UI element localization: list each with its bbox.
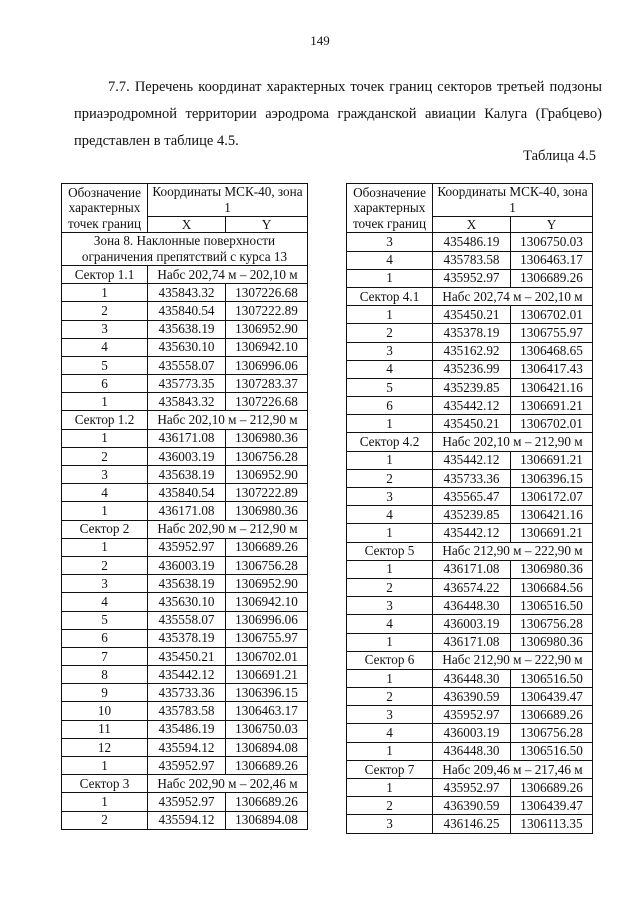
point-row — [62, 538, 308, 556]
coord-y: 1306996.06 — [226, 356, 308, 374]
coord-x: 435783.58 — [148, 702, 226, 720]
point-row — [62, 320, 308, 338]
coord-y: 1306396.15 — [226, 684, 308, 702]
point-row — [347, 597, 593, 615]
coord-x: 435843.32 — [148, 284, 226, 302]
coord-x: 435442.12 — [148, 666, 226, 684]
point-row — [62, 447, 308, 465]
header-row — [347, 184, 593, 217]
coord-y: 1306421.16 — [511, 378, 593, 396]
coord-x: 435378.19 — [433, 324, 511, 342]
table-left-body — [62, 184, 308, 830]
point-number: 2 — [347, 797, 433, 815]
point-row — [62, 647, 308, 665]
point-row — [347, 415, 593, 433]
coord-y: 1306417.43 — [511, 360, 593, 378]
point-number: 1 — [62, 538, 148, 556]
point-number: 1 — [62, 284, 148, 302]
header-row — [62, 184, 308, 217]
header-x: X — [148, 216, 226, 233]
coord-y: 1306689.26 — [226, 757, 308, 775]
point-row — [347, 269, 593, 287]
coord-x: 436003.19 — [433, 615, 511, 633]
point-row — [62, 702, 308, 720]
point-number: 1 — [347, 560, 433, 578]
point-row — [62, 757, 308, 775]
point-row — [62, 338, 308, 356]
point-row — [62, 593, 308, 611]
zone-row — [62, 233, 308, 266]
sector-row — [62, 520, 308, 538]
coord-x: 435638.19 — [148, 320, 226, 338]
coord-y: 1306755.97 — [226, 629, 308, 647]
point-row — [347, 815, 593, 833]
point-number: 6 — [62, 375, 148, 393]
header-points: Обозначение характерных точек границ — [347, 184, 433, 233]
point-row — [347, 669, 593, 687]
coord-y: 1306756.28 — [226, 556, 308, 574]
sector-range: Набс 212,90 м – 222,90 м — [433, 542, 593, 560]
coord-x: 435594.12 — [148, 811, 226, 829]
coord-y: 1306691.21 — [511, 524, 593, 542]
coord-x: 435558.07 — [148, 356, 226, 374]
point-number: 5 — [62, 611, 148, 629]
point-row — [347, 779, 593, 797]
coord-y: 1306750.03 — [226, 720, 308, 738]
coord-x: 435952.97 — [148, 793, 226, 811]
coord-x: 436003.19 — [148, 556, 226, 574]
point-number: 5 — [347, 378, 433, 396]
coordinates-table-left — [61, 183, 308, 830]
coord-x: 435630.10 — [148, 593, 226, 611]
point-row — [347, 633, 593, 651]
sector-range: Набс 202,74 м – 202,10 м — [148, 265, 308, 283]
point-row — [347, 451, 593, 469]
point-number: 1 — [347, 633, 433, 651]
point-number: 6 — [62, 629, 148, 647]
coord-y: 1306702.01 — [511, 415, 593, 433]
point-row — [62, 556, 308, 574]
header-x: X — [433, 216, 511, 233]
intro-paragraph: 7.7. Перечень координат характерных точек границ секторов третьей подзоны приаэродромной территории аэродрома гражданской авиации Калуга (Грабцево) представлен в таблице 4.5. — [74, 79, 602, 149]
coord-x: 436390.59 — [433, 797, 511, 815]
point-number: 4 — [347, 360, 433, 378]
sector-row — [347, 287, 593, 305]
point-row — [347, 615, 593, 633]
sector-name: Сектор 3 — [62, 775, 148, 793]
point-row — [347, 397, 593, 415]
point-row — [62, 575, 308, 593]
sector-name: Сектор 7 — [347, 760, 433, 778]
coordinates-table-right — [346, 183, 593, 834]
point-number: 4 — [62, 338, 148, 356]
point-row — [62, 793, 308, 811]
point-number: 2 — [62, 556, 148, 574]
coord-x: 436003.19 — [433, 724, 511, 742]
point-number: 7 — [62, 647, 148, 665]
point-row — [347, 706, 593, 724]
coord-y: 1306952.90 — [226, 575, 308, 593]
point-number: 2 — [62, 302, 148, 320]
point-number: 1 — [347, 524, 433, 542]
sector-range: Набс 212,90 м – 222,90 м — [433, 651, 593, 669]
coord-x: 436574.22 — [433, 578, 511, 596]
coord-x: 436171.08 — [148, 502, 226, 520]
coord-y: 1306980.36 — [226, 502, 308, 520]
sector-row — [62, 411, 308, 429]
coord-x: 435952.97 — [148, 538, 226, 556]
sector-name: Сектор 2 — [62, 520, 148, 538]
point-row — [347, 797, 593, 815]
coord-y: 1306980.36 — [511, 560, 593, 578]
header-points: Обозначение характерных точек границ — [62, 184, 148, 233]
coord-x: 435952.97 — [433, 269, 511, 287]
header-coords: Координаты МСК-40, зона 1 — [148, 184, 308, 217]
coord-x: 436003.19 — [148, 447, 226, 465]
coord-y: 1306689.26 — [511, 706, 593, 724]
point-number: 2 — [347, 688, 433, 706]
coord-x: 435840.54 — [148, 302, 226, 320]
point-row — [62, 466, 308, 484]
coord-y: 1307226.68 — [226, 393, 308, 411]
coord-x: 436171.08 — [433, 560, 511, 578]
point-row — [62, 611, 308, 629]
point-number: 1 — [347, 742, 433, 760]
coord-y: 1306691.21 — [511, 451, 593, 469]
coord-x: 435236.99 — [433, 360, 511, 378]
coord-y: 1306684.56 — [511, 578, 593, 596]
point-number: 1 — [347, 451, 433, 469]
coord-x: 435783.58 — [433, 251, 511, 269]
sector-name: Сектор 1.2 — [62, 411, 148, 429]
point-number: 1 — [62, 393, 148, 411]
sector-name: Сектор 6 — [347, 651, 433, 669]
coord-x: 436146.25 — [433, 815, 511, 833]
coord-y: 1306702.01 — [511, 306, 593, 324]
sector-range: Набс 202,10 м – 212,90 м — [148, 411, 308, 429]
point-row — [347, 524, 593, 542]
point-row — [62, 629, 308, 647]
point-row — [62, 484, 308, 502]
coord-x: 435442.12 — [433, 451, 511, 469]
point-row — [62, 502, 308, 520]
coord-y: 1306702.01 — [226, 647, 308, 665]
coord-x: 435450.21 — [148, 647, 226, 665]
header-y: Y — [511, 216, 593, 233]
point-number: 1 — [347, 269, 433, 287]
sector-range: Набс 202,74 м – 202,10 м — [433, 287, 593, 305]
coord-y: 1306421.16 — [511, 506, 593, 524]
sector-row — [347, 433, 593, 451]
coord-x: 435565.47 — [433, 488, 511, 506]
coord-y: 1306894.08 — [226, 738, 308, 756]
point-number: 2 — [347, 469, 433, 487]
point-number: 2 — [347, 578, 433, 596]
coord-x: 435378.19 — [148, 629, 226, 647]
coord-x: 435952.97 — [148, 757, 226, 775]
coord-y: 1306894.08 — [226, 811, 308, 829]
coord-y: 1306516.50 — [511, 742, 593, 760]
coord-y: 1306463.17 — [511, 251, 593, 269]
coord-x: 435239.85 — [433, 378, 511, 396]
point-number: 1 — [62, 793, 148, 811]
coord-y: 1306756.28 — [511, 615, 593, 633]
point-number: 1 — [62, 757, 148, 775]
coord-y: 1306689.26 — [511, 779, 593, 797]
coord-y: 1306439.47 — [511, 688, 593, 706]
coord-x: 435594.12 — [148, 738, 226, 756]
point-row — [62, 356, 308, 374]
coord-y: 1307222.89 — [226, 302, 308, 320]
sector-range: Набс 202,90 м – 212,90 м — [148, 520, 308, 538]
coord-x: 435442.12 — [433, 524, 511, 542]
point-number: 3 — [62, 320, 148, 338]
coord-y: 1306516.50 — [511, 669, 593, 687]
point-row — [347, 306, 593, 324]
point-row — [347, 560, 593, 578]
coord-y: 1306942.10 — [226, 593, 308, 611]
coord-x: 435638.19 — [148, 575, 226, 593]
point-number: 3 — [62, 575, 148, 593]
point-number: 1 — [347, 779, 433, 797]
coord-y: 1306463.17 — [226, 702, 308, 720]
coord-x: 435558.07 — [148, 611, 226, 629]
coord-y: 1306996.06 — [226, 611, 308, 629]
coord-y: 1306942.10 — [226, 338, 308, 356]
point-number: 1 — [62, 429, 148, 447]
point-row — [62, 666, 308, 684]
coord-x: 435952.97 — [433, 779, 511, 797]
sector-row — [347, 760, 593, 778]
coord-x: 435733.36 — [433, 469, 511, 487]
coord-y: 1306980.36 — [226, 429, 308, 447]
point-number: 1 — [62, 502, 148, 520]
point-number: 3 — [347, 815, 433, 833]
point-number: 3 — [347, 706, 433, 724]
point-number: 9 — [62, 684, 148, 702]
coord-y: 1307283.37 — [226, 375, 308, 393]
coord-y: 1307222.89 — [226, 484, 308, 502]
point-row — [347, 469, 593, 487]
coord-x: 436171.08 — [148, 429, 226, 447]
point-row — [347, 724, 593, 742]
sector-name: Сектор 4.2 — [347, 433, 433, 451]
coord-y: 1306396.15 — [511, 469, 593, 487]
point-row — [347, 324, 593, 342]
sector-row — [62, 775, 308, 793]
point-row — [62, 375, 308, 393]
coord-x: 436390.59 — [433, 688, 511, 706]
point-row — [62, 302, 308, 320]
coord-x: 435486.19 — [433, 233, 511, 251]
point-number: 12 — [62, 738, 148, 756]
table-right-body — [347, 184, 593, 834]
point-number: 5 — [62, 356, 148, 374]
coord-y: 1306980.36 — [511, 633, 593, 651]
coord-x: 435843.32 — [148, 393, 226, 411]
point-row — [62, 429, 308, 447]
sector-range: Набс 202,90 м – 202,46 м — [148, 775, 308, 793]
coord-y: 1306468.65 — [511, 342, 593, 360]
point-number: 3 — [347, 233, 433, 251]
point-row — [347, 688, 593, 706]
sector-range: Набс 202,10 м – 212,90 м — [433, 433, 593, 451]
coord-y: 1306952.90 — [226, 320, 308, 338]
point-row — [62, 811, 308, 829]
coord-x: 435840.54 — [148, 484, 226, 502]
point-number: 4 — [347, 724, 433, 742]
coord-x: 436448.30 — [433, 597, 511, 615]
point-row — [347, 342, 593, 360]
coord-x: 435733.36 — [148, 684, 226, 702]
coord-y: 1306691.21 — [511, 397, 593, 415]
coord-x: 435450.21 — [433, 415, 511, 433]
point-number: 4 — [347, 506, 433, 524]
point-row — [62, 684, 308, 702]
point-row — [347, 251, 593, 269]
point-row — [347, 233, 593, 251]
header-coords: Координаты МСК-40, зона 1 — [433, 184, 593, 217]
point-number: 2 — [347, 324, 433, 342]
sector-range: Набс 209,46 м – 217,46 м — [433, 760, 593, 778]
point-row — [347, 360, 593, 378]
point-number: 3 — [347, 597, 433, 615]
sector-name: Сектор 4.1 — [347, 287, 433, 305]
point-number: 2 — [62, 811, 148, 829]
zone-title: Зона 8. Наклонные поверхности ограничения препятствий с курса 13 — [62, 233, 308, 266]
coord-y: 1306689.26 — [511, 269, 593, 287]
coord-x: 435773.35 — [148, 375, 226, 393]
point-number: 11 — [62, 720, 148, 738]
point-row — [347, 742, 593, 760]
point-number: 3 — [347, 488, 433, 506]
point-number: 6 — [347, 397, 433, 415]
coord-y: 1306689.26 — [226, 538, 308, 556]
coord-x: 436448.30 — [433, 669, 511, 687]
coord-x: 435952.97 — [433, 706, 511, 724]
coord-x: 435486.19 — [148, 720, 226, 738]
point-number: 4 — [62, 484, 148, 502]
point-number: 1 — [347, 415, 433, 433]
coord-y: 1307226.68 — [226, 284, 308, 302]
header-y: Y — [226, 216, 308, 233]
point-row — [347, 378, 593, 396]
sector-row — [347, 651, 593, 669]
point-number: 3 — [347, 342, 433, 360]
page-number: 149 — [310, 33, 330, 48]
coord-x: 435638.19 — [148, 466, 226, 484]
point-row — [62, 738, 308, 756]
coord-x: 435442.12 — [433, 397, 511, 415]
coord-y: 1306755.97 — [511, 324, 593, 342]
coord-y: 1306689.26 — [226, 793, 308, 811]
coord-y: 1306172.07 — [511, 488, 593, 506]
sector-row — [62, 265, 308, 283]
coord-x: 436171.08 — [433, 633, 511, 651]
table-caption: Таблица 4.5 — [523, 148, 596, 164]
coord-y: 1306756.28 — [226, 447, 308, 465]
point-number: 8 — [62, 666, 148, 684]
coord-x: 435239.85 — [433, 506, 511, 524]
point-number: 10 — [62, 702, 148, 720]
point-row — [62, 393, 308, 411]
point-number: 1 — [347, 306, 433, 324]
coord-y: 1306756.28 — [511, 724, 593, 742]
coord-y: 1306516.50 — [511, 597, 593, 615]
point-number: 2 — [62, 447, 148, 465]
coord-y: 1306952.90 — [226, 466, 308, 484]
coord-y: 1306750.03 — [511, 233, 593, 251]
point-number: 4 — [347, 615, 433, 633]
coord-x: 435630.10 — [148, 338, 226, 356]
coord-x: 436448.30 — [433, 742, 511, 760]
coord-x: 435162.92 — [433, 342, 511, 360]
point-row — [62, 720, 308, 738]
coord-y: 1306113.35 — [511, 815, 593, 833]
point-number: 1 — [347, 669, 433, 687]
point-row — [347, 506, 593, 524]
sector-name: Сектор 1.1 — [62, 265, 148, 283]
point-number: 4 — [62, 593, 148, 611]
sector-name: Сектор 5 — [347, 542, 433, 560]
point-row — [347, 578, 593, 596]
coord-y: 1306439.47 — [511, 797, 593, 815]
sector-row — [347, 542, 593, 560]
point-row — [347, 488, 593, 506]
point-number: 4 — [347, 251, 433, 269]
point-row — [62, 284, 308, 302]
coord-y: 1306691.21 — [226, 666, 308, 684]
point-number: 3 — [62, 466, 148, 484]
coord-x: 435450.21 — [433, 306, 511, 324]
